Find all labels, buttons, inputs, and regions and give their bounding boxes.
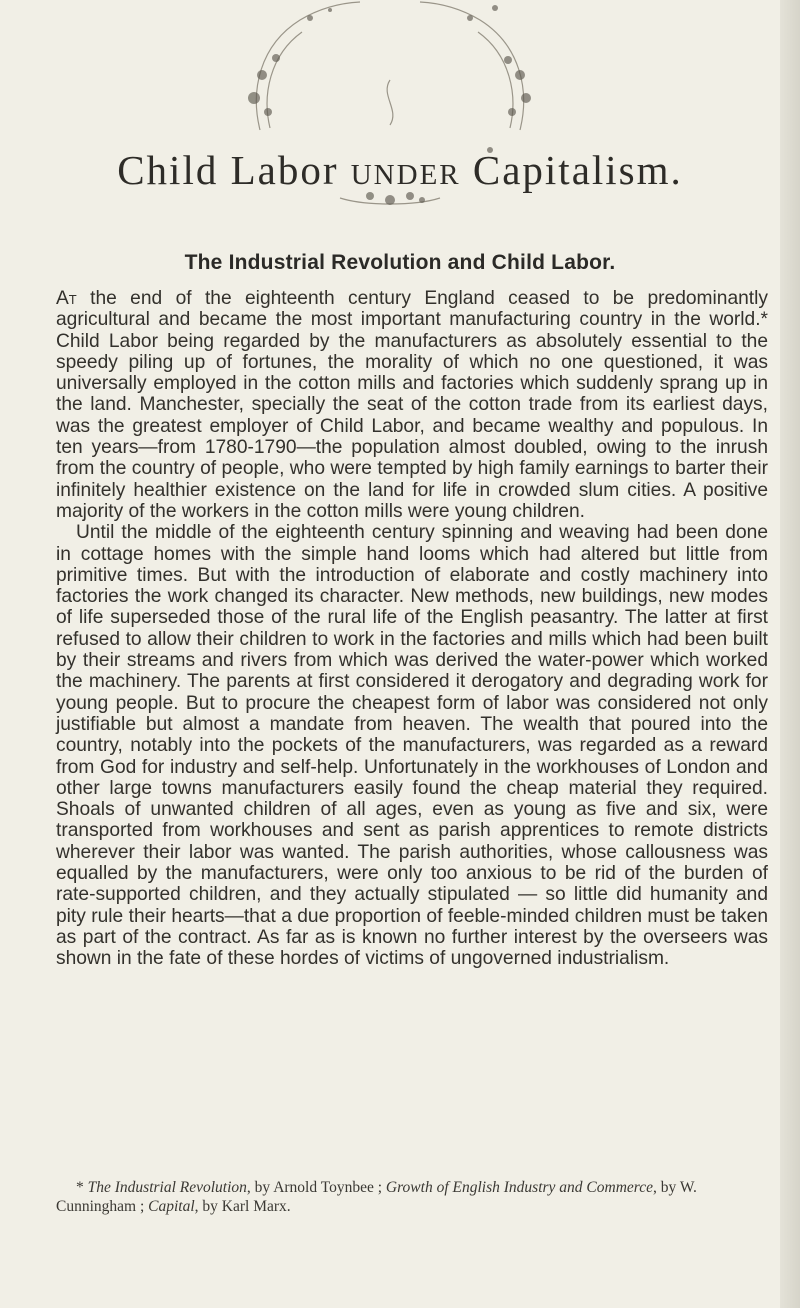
footnote-work-1: The Industrial Revolution	[87, 1179, 247, 1196]
title-part-2: under	[350, 147, 461, 193]
paragraph-1	[56, 288, 768, 522]
paragraph-2-text: Until the middle of the eighteenth century spinning and weaving had been done in cottage homes with the simple hand looms which had altered but little from primitive times. But with the introduction of elaborate and costly machinery into factories the work changed its character. New methods, new buildings, new modes of life superseded those of the rural life of the English peasantry. The latter at first refused to allow their children to work in the factories and mills which had been built by their streams and rivers from which was derived the water-power which worked the machinery. The parents at first considered it derogatory and degrading work for young people. But to procure the cheapest form of labor was considered not only justifiable but almost a mandate from heaven. The wealth that poured into the country, notably into the pockets of the manufacturers, was regarded as a reward from God for industry and self-help. Unfortunately in the workhouses of London and other large towns manufacturers easily found the cheap material they required. Shoals of unwanted children of all ages, even as young as five and six, were transported from workhouses and sent as parish apprentices to remote districts wherever their labor was wanted. The parish authorities, whose callousness was equalled by the manufacturers, were only too anxious to be rid of the burden of rate-supported children, and they actually stipulated — so little did humanity and pity rule their hearts—that a due proportion of feeble-minded children must be taken as part of the contract. As far as is known no further interest by the overseers was shown in the fate of these hordes of victims of ungoverned industrialism.	[56, 522, 768, 970]
footnote	[56, 1178, 768, 1216]
paragraph-2	[56, 522, 768, 969]
paragraph-lead: At	[56, 288, 77, 309]
footnote-author-2: , by W. Cunningham ;	[56, 1179, 697, 1215]
paragraph-1-text: the end of the eighteenth century England ceased to be predominantly agricultural and became the most important manufacturing country in the world.* Child Labor being regarded by the manufacturers as absolutely essential to the speedy piling up of fortunes, the morality of which no one questioned, it was universally employed in the cotton mills and factories which suddenly sprang up in the land. Manchester, specially the seat of the cotton trade from its earliest days, was the greatest employer of Child Labor, and became wealthy and populous. In ten years—from 1780-1790—the population almost doubled, owing to the inrush from the country of people, who were tempted by high family earnings to barter their infinitely healthier existence on the land for life in crowded slum cities. A positive majority of the workers in the cotton mills were young children.	[56, 288, 768, 522]
footnote-author-1: , by Arnold Toynbee ;	[246, 1179, 386, 1196]
body-text	[56, 288, 768, 970]
page-edge	[780, 0, 800, 1308]
book-title	[0, 146, 800, 194]
title-part-3: Capitalism.	[472, 147, 683, 193]
footnote-author-3: , by Karl Marx.	[194, 1198, 291, 1215]
footnote-work-3: Capital	[148, 1198, 195, 1215]
section-heading: The Industrial Revolution and Child Labor.	[184, 251, 616, 274]
footnote-mark: *	[76, 1179, 84, 1196]
title-part-1: Child Labor	[117, 147, 339, 193]
footnote-work-2: Growth of English Industry and Commerce	[385, 1179, 653, 1196]
